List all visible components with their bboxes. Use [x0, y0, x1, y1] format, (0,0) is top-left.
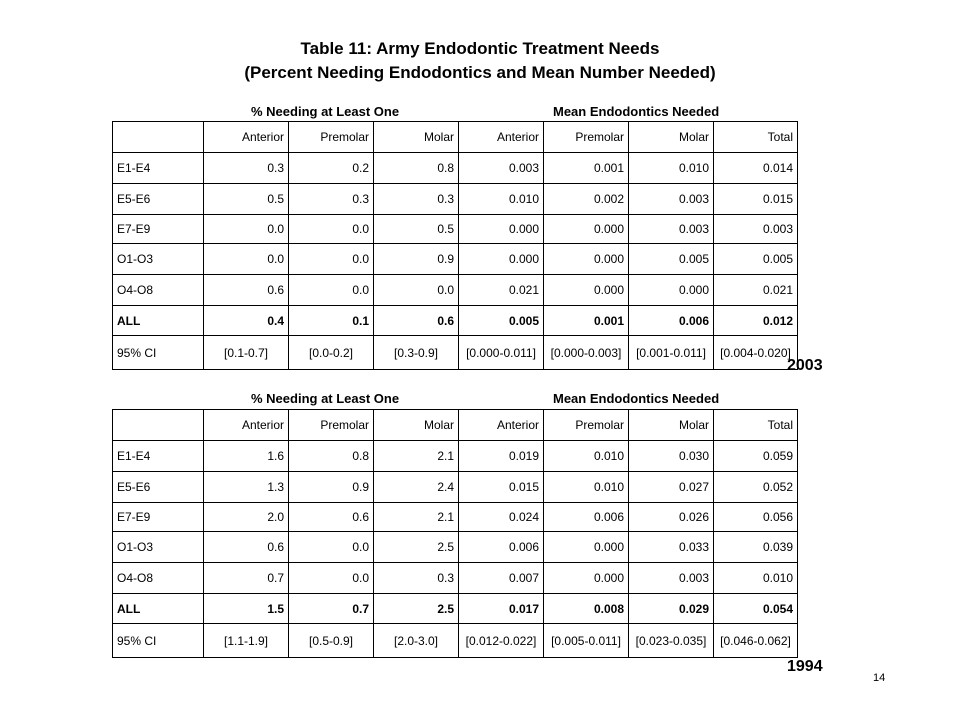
value-cell: 2.1: [374, 441, 459, 472]
page-number: 14: [873, 672, 886, 684]
ci-cell: [0.023-0.035]: [629, 624, 714, 658]
ci-cell: [0.005-0.011]: [544, 624, 629, 658]
table-row: [113, 563, 798, 594]
ci-cell: [0.001-0.011]: [629, 336, 714, 370]
value-cell: 0.015: [714, 184, 798, 215]
ci-cell: [2.0-3.0]: [374, 624, 459, 658]
value-cell: 0.014: [714, 153, 798, 184]
header-row: [113, 122, 798, 153]
group-header-percent: % Needing at Least One: [251, 391, 400, 406]
value-cell: 0.003: [629, 184, 714, 215]
year-label-1994: 1994: [787, 658, 823, 675]
value-cell: 0.019: [459, 441, 544, 472]
column-header: Anterior: [204, 122, 289, 153]
column-header: Premolar: [544, 122, 629, 153]
table-row: [113, 184, 798, 215]
ci-cell: [1.1-1.9]: [204, 624, 289, 658]
value-cell: 0.000: [459, 244, 544, 275]
value-cell: 0.030: [629, 441, 714, 472]
value-cell: 0.1: [289, 306, 374, 336]
row-label: E7-E9: [113, 503, 204, 532]
group-header-percent: % Needing at Least One: [251, 104, 400, 119]
value-cell: 0.007: [459, 563, 544, 594]
value-cell: 0.8: [374, 153, 459, 184]
ci-cell: [0.000-0.003]: [544, 336, 629, 370]
row-label: 95% CI: [113, 624, 204, 658]
row-label: O1-O3: [113, 532, 204, 563]
value-cell: 0.7: [289, 594, 374, 624]
value-cell: 0.012: [714, 306, 798, 336]
value-cell: 0.001: [544, 306, 629, 336]
row-label: O1-O3: [113, 244, 204, 275]
ci-cell: [0.012-0.022]: [459, 624, 544, 658]
value-cell: 0.059: [714, 441, 798, 472]
value-cell: 0.003: [459, 153, 544, 184]
ci-row: [113, 336, 798, 370]
value-cell: 0.6: [204, 275, 289, 306]
value-cell: 0.000: [544, 244, 629, 275]
table-row: [113, 215, 798, 244]
value-cell: 0.000: [544, 275, 629, 306]
value-cell: 0.3: [374, 184, 459, 215]
table-row: [113, 503, 798, 532]
value-cell: 0.029: [629, 594, 714, 624]
row-label: ALL: [113, 306, 204, 336]
header-cell-empty: [113, 410, 204, 441]
value-cell: 2.5: [374, 532, 459, 563]
ci-row: [113, 624, 798, 658]
value-cell: 0.027: [629, 472, 714, 503]
value-cell: 0.000: [544, 215, 629, 244]
table-row: [113, 441, 798, 472]
value-cell: 0.9: [374, 244, 459, 275]
value-cell: 0.3: [374, 563, 459, 594]
value-cell: 0.005: [459, 306, 544, 336]
row-label: ALL: [113, 594, 204, 624]
value-cell: 2.1: [374, 503, 459, 532]
row-label: 95% CI: [113, 336, 204, 370]
value-cell: 0.5: [374, 215, 459, 244]
treatment-table-2003: [112, 121, 798, 370]
value-cell: 0.021: [459, 275, 544, 306]
value-cell: 2.0: [204, 503, 289, 532]
group-header-mean: Mean Endodontics Needed: [553, 391, 720, 406]
value-cell: 0.6: [204, 532, 289, 563]
value-cell: 1.3: [204, 472, 289, 503]
value-cell: 0.001: [544, 153, 629, 184]
value-cell: 0.2: [289, 153, 374, 184]
value-cell: 0.9: [289, 472, 374, 503]
row-label: E1-E4: [113, 153, 204, 184]
value-cell: 0.0: [204, 215, 289, 244]
table-subtitle: (Percent Needing Endodontics and Mean Number Needed): [244, 63, 716, 82]
value-cell: 0.003: [629, 563, 714, 594]
ci-cell: [0.5-0.9]: [289, 624, 374, 658]
value-cell: 0.6: [289, 503, 374, 532]
value-cell: 0.052: [714, 472, 798, 503]
value-cell: 1.5: [204, 594, 289, 624]
value-cell: 0.021: [714, 275, 798, 306]
value-cell: 0.006: [629, 306, 714, 336]
column-header: Premolar: [289, 122, 374, 153]
ci-cell: [0.000-0.011]: [459, 336, 544, 370]
group-header-mean: Mean Endodontics Needed: [553, 104, 720, 119]
column-header: Molar: [629, 122, 714, 153]
row-label: E1-E4: [113, 441, 204, 472]
value-cell: 0.010: [629, 153, 714, 184]
total-row: [113, 594, 798, 624]
value-cell: 0.002: [544, 184, 629, 215]
value-cell: 1.6: [204, 441, 289, 472]
value-cell: 0.3: [289, 184, 374, 215]
table-row: [113, 532, 798, 563]
column-header: Anterior: [459, 410, 544, 441]
value-cell: 0.010: [714, 563, 798, 594]
value-cell: 0.003: [714, 215, 798, 244]
column-header: Total: [714, 410, 798, 441]
value-cell: 0.039: [714, 532, 798, 563]
column-header: Premolar: [544, 410, 629, 441]
value-cell: 0.0: [204, 244, 289, 275]
value-cell: 0.005: [714, 244, 798, 275]
year-label-2003: 2003: [787, 357, 823, 374]
value-cell: 0.017: [459, 594, 544, 624]
total-row: [113, 306, 798, 336]
table-row: [113, 472, 798, 503]
column-header: Premolar: [289, 410, 374, 441]
column-header: Molar: [374, 122, 459, 153]
value-cell: 0.8: [289, 441, 374, 472]
column-header: Total: [714, 122, 798, 153]
ci-cell: [0.004-0.020]: [714, 336, 798, 370]
table-row: [113, 244, 798, 275]
header-cell-empty: [113, 122, 204, 153]
row-label: E7-E9: [113, 215, 204, 244]
value-cell: 0.000: [459, 215, 544, 244]
value-cell: 0.003: [629, 215, 714, 244]
ci-cell: [0.1-0.7]: [204, 336, 289, 370]
value-cell: 0.015: [459, 472, 544, 503]
value-cell: 0.0: [374, 275, 459, 306]
column-header: Molar: [374, 410, 459, 441]
column-header: Anterior: [459, 122, 544, 153]
value-cell: 0.008: [544, 594, 629, 624]
value-cell: 0.0: [289, 563, 374, 594]
value-cell: 0.024: [459, 503, 544, 532]
value-cell: 0.0: [289, 532, 374, 563]
value-cell: 0.026: [629, 503, 714, 532]
value-cell: 0.000: [544, 563, 629, 594]
value-cell: 0.0: [289, 244, 374, 275]
column-header: Anterior: [204, 410, 289, 441]
value-cell: 2.5: [374, 594, 459, 624]
ci-cell: [0.3-0.9]: [374, 336, 459, 370]
value-cell: 0.054: [714, 594, 798, 624]
treatment-table-1994: [112, 409, 798, 658]
value-cell: 0.010: [459, 184, 544, 215]
value-cell: 0.6: [374, 306, 459, 336]
row-label: E5-E6: [113, 184, 204, 215]
value-cell: 0.000: [629, 275, 714, 306]
value-cell: 0.005: [629, 244, 714, 275]
ci-cell: [0.046-0.062]: [714, 624, 798, 658]
value-cell: 0.0: [289, 215, 374, 244]
ci-cell: [0.0-0.2]: [289, 336, 374, 370]
value-cell: 0.033: [629, 532, 714, 563]
row-label: O4-O8: [113, 563, 204, 594]
value-cell: 0.006: [544, 503, 629, 532]
table-title: Table 11: Army Endodontic Treatment Needs: [300, 39, 660, 58]
value-cell: 0.010: [544, 472, 629, 503]
value-cell: 0.7: [204, 563, 289, 594]
value-cell: 0.000: [544, 532, 629, 563]
value-cell: 0.006: [459, 532, 544, 563]
value-cell: 0.0: [289, 275, 374, 306]
value-cell: 0.010: [544, 441, 629, 472]
value-cell: 2.4: [374, 472, 459, 503]
table-row: [113, 153, 798, 184]
value-cell: 0.056: [714, 503, 798, 532]
value-cell: 0.5: [204, 184, 289, 215]
row-label: O4-O8: [113, 275, 204, 306]
table-row: [113, 275, 798, 306]
value-cell: 0.4: [204, 306, 289, 336]
header-row: [113, 410, 798, 441]
row-label: E5-E6: [113, 472, 204, 503]
value-cell: 0.3: [204, 153, 289, 184]
column-header: Molar: [629, 410, 714, 441]
